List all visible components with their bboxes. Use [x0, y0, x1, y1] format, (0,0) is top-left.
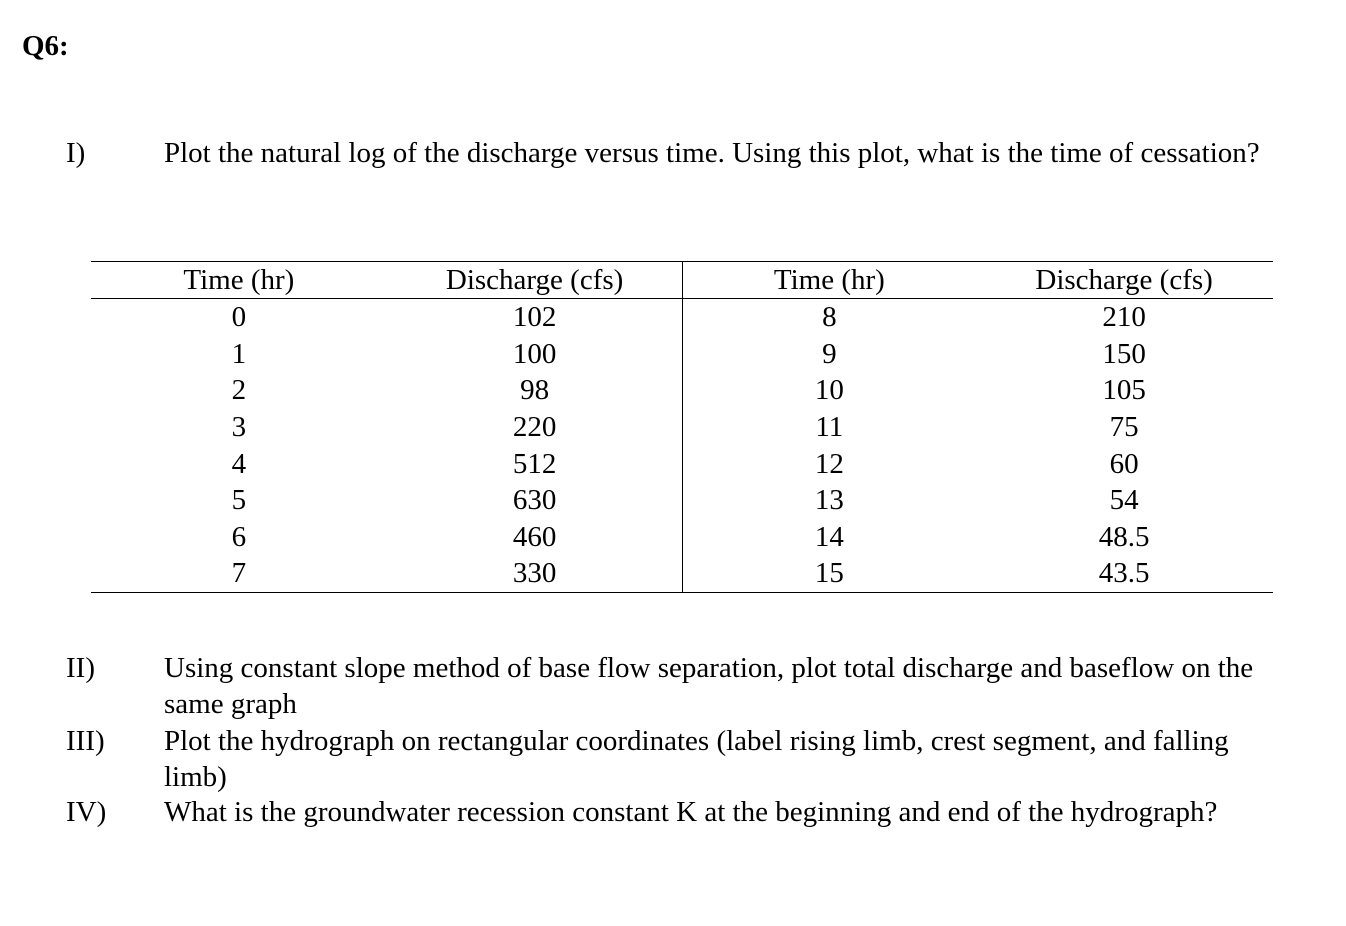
cell-discharge: 150 — [1102, 337, 1146, 370]
cell-discharge: 43.5 — [975, 555, 1273, 592]
part-3-label: III) — [66, 725, 105, 757]
cell-time: 9 — [822, 337, 837, 370]
cell-discharge: 48.5 — [1098, 520, 1150, 553]
table-row — [91, 372, 1273, 409]
header-discharge-2: Discharge (cfs) — [975, 262, 1273, 299]
cell-discharge: 105 — [1102, 374, 1146, 407]
cell-time: 5 — [231, 484, 247, 517]
part-4-label: IV) — [66, 796, 107, 828]
header-time-1: Time (hr) — [91, 262, 387, 299]
header-discharge-1: Discharge (cfs) — [387, 262, 683, 299]
cell-time: 7 — [91, 555, 387, 592]
cell-discharge: 330 — [387, 555, 683, 592]
part-1-text: Plot the natural log of the discharge versus time. Using this plot, what is the time of cessation? — [164, 137, 1260, 169]
cell-time: 13 — [814, 484, 844, 517]
cell-discharge: 60 — [1109, 447, 1139, 480]
table-header-row — [91, 262, 1273, 299]
cell-discharge: 75 — [1109, 411, 1139, 444]
table-row — [91, 336, 1273, 373]
cell-time: 4 — [231, 447, 247, 480]
cell-discharge: 630 — [387, 482, 683, 519]
cell-discharge: 220 — [387, 409, 683, 446]
cell-discharge: 100 — [387, 336, 683, 373]
cell-time: 6 — [231, 520, 247, 553]
cell-discharge: 102 — [387, 299, 683, 336]
table-row — [91, 555, 1273, 592]
part-3-text: Plot the hydrograph on rectangular coordinates (label rising limb, crest segment, and falling limb) — [164, 725, 1229, 793]
part-1-label: I) — [66, 137, 86, 169]
cell-discharge: 210 — [1102, 301, 1146, 334]
discharge-table — [91, 261, 1273, 593]
part-2-label: II) — [66, 652, 95, 684]
header-time-2: Time (hr) — [683, 262, 975, 299]
cell-time: 12 — [814, 447, 844, 480]
cell-time: 10 — [814, 374, 844, 407]
cell-time: 0 — [231, 301, 247, 334]
cell-time: 2 — [231, 374, 247, 407]
part-4-text: What is the groundwater recession constant K at the beginning and end of the hydrograph? — [164, 796, 1218, 828]
question-title: Q6: — [22, 30, 69, 62]
table-row — [91, 519, 1273, 556]
cell-discharge: 54 — [1109, 484, 1139, 517]
cell-time: 11 — [815, 411, 844, 444]
table-row — [91, 482, 1273, 519]
table-row — [91, 445, 1273, 482]
cell-time: 15 — [683, 555, 975, 592]
table-row — [91, 409, 1273, 446]
table-row — [91, 299, 1273, 336]
part-2-text: Using constant slope method of base flow separation, plot total discharge and baseflow on the same graph — [164, 652, 1254, 720]
cell-time: 14 — [814, 520, 844, 553]
cell-time: 3 — [231, 411, 247, 444]
cell-discharge: 512 — [387, 445, 683, 482]
cell-discharge: 460 — [387, 519, 683, 556]
cell-discharge: 98 — [387, 372, 683, 409]
cell-time: 1 — [231, 337, 247, 370]
cell-time: 8 — [822, 301, 837, 334]
